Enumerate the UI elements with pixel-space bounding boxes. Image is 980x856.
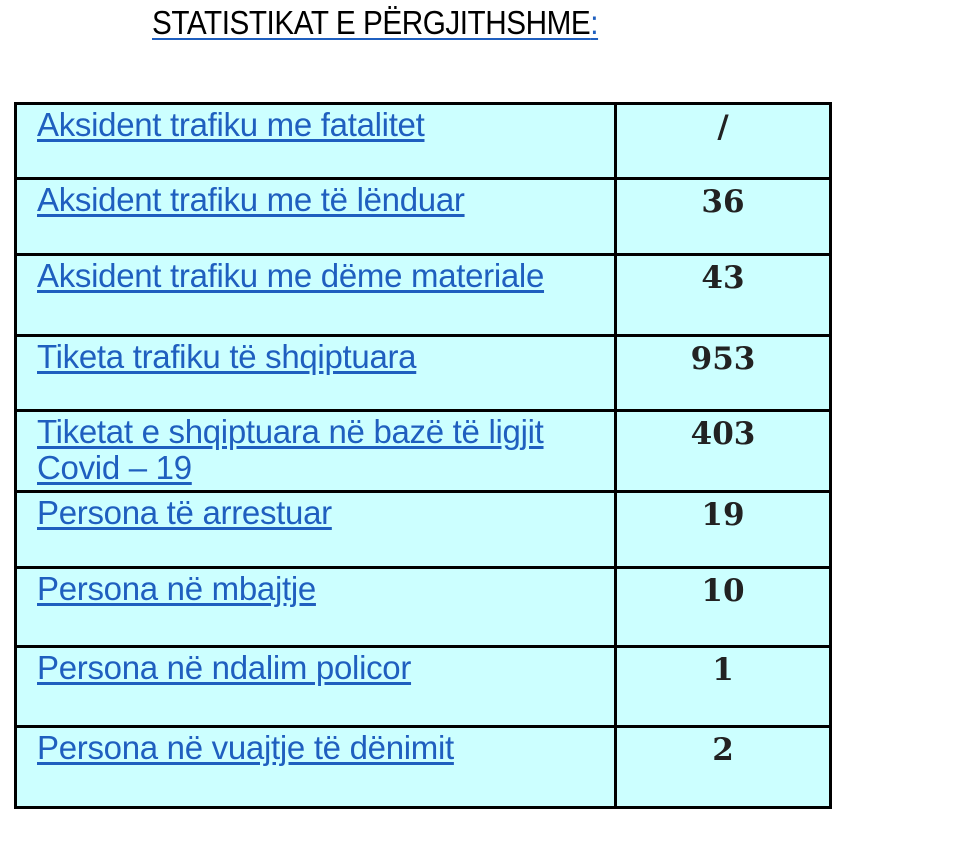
stat-label-traffic-tickets[interactable]: Tiketa trafiku të shqiptuara bbox=[16, 336, 616, 411]
stat-value-covid-tickets: 403 bbox=[616, 411, 831, 492]
stat-value-police-custody: 1 bbox=[616, 647, 831, 727]
stat-label-damage-accidents[interactable]: Aksident trafiku me dëme materiale bbox=[16, 255, 616, 336]
stat-label-arrested[interactable]: Persona të arrestuar bbox=[16, 492, 616, 568]
page-title-colon: : bbox=[590, 4, 599, 41]
stat-value-serving-sentence: 2 bbox=[616, 727, 831, 808]
table-row bbox=[16, 568, 831, 647]
statistics-table bbox=[14, 102, 832, 809]
table-row bbox=[16, 647, 831, 727]
stat-value-damage-accidents: 43 bbox=[616, 255, 831, 336]
stat-label-detained[interactable]: Persona në mbajtje bbox=[16, 568, 616, 647]
stat-label-covid-tickets[interactable]: Tiketat e shqiptuara në bazë të ligjit Covid – 19 bbox=[16, 411, 616, 492]
table-row bbox=[16, 336, 831, 411]
table-row bbox=[16, 492, 831, 568]
stat-value-arrested: 19 bbox=[616, 492, 831, 568]
page-title-text: STATISTIKAT E PËRGJITHSHME bbox=[152, 4, 591, 41]
table-row bbox=[16, 104, 831, 179]
table-row bbox=[16, 411, 831, 492]
stat-value-injury-accidents: 36 bbox=[616, 179, 831, 255]
stat-value-fatal-accidents: / bbox=[616, 104, 831, 179]
stat-value-detained: 10 bbox=[616, 568, 831, 647]
stat-label-serving-sentence[interactable]: Persona në vuajtje të dënimit bbox=[16, 727, 616, 808]
page-title bbox=[152, 4, 598, 42]
stat-value-traffic-tickets: 953 bbox=[616, 336, 831, 411]
stat-label-fatal-accidents[interactable]: Aksident trafiku me fatalitet bbox=[16, 104, 616, 179]
table-row bbox=[16, 255, 831, 336]
table-row bbox=[16, 727, 831, 808]
table-row bbox=[16, 179, 831, 255]
stat-label-police-custody[interactable]: Persona në ndalim policor bbox=[16, 647, 616, 727]
stat-label-injury-accidents[interactable]: Aksident trafiku me të lënduar bbox=[16, 179, 616, 255]
